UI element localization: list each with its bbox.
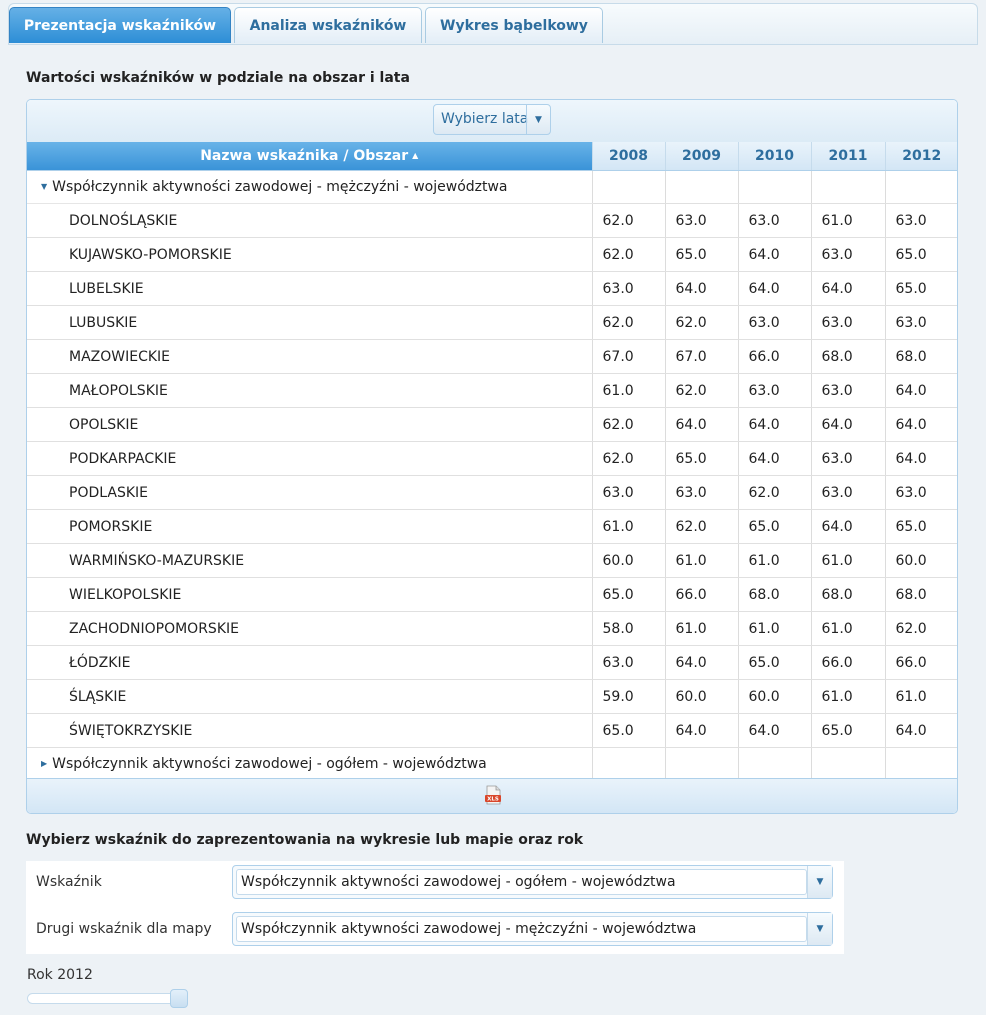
value-cell: 60.0 (738, 680, 811, 714)
second-indicator-select-value: Współczynnik aktywności zawodowej - mężczyźni - województwa (236, 916, 807, 942)
value-cell: 61.0 (811, 544, 885, 578)
table-row[interactable] (27, 238, 958, 272)
region-name: ZACHODNIOPOMORSKIE (27, 612, 592, 646)
value-cell: 64.0 (738, 272, 811, 306)
table-row[interactable] (27, 646, 958, 680)
selection-title: Wybierz wskaźnik do zaprezentowania na wykresie lub mapie oraz rok (26, 832, 584, 848)
table-row[interactable] (27, 544, 958, 578)
region-name: MAŁOPOLSKIE (27, 374, 592, 408)
chevron-down-icon[interactable]: ▼ (807, 866, 832, 898)
value-cell: 60.0 (665, 680, 738, 714)
value-cell: 62.0 (665, 306, 738, 340)
value-cell: 64.0 (738, 442, 811, 476)
svg-text:XLS: XLS (487, 796, 499, 803)
column-header-year[interactable]: 2009 (665, 142, 738, 171)
region-name: ŚWIĘTOKRZYSKIE (27, 714, 592, 748)
value-cell: 61.0 (811, 204, 885, 238)
value-cell: 63.0 (592, 646, 665, 680)
value-cell: 66.0 (885, 646, 958, 680)
value-cell: 63.0 (738, 204, 811, 238)
value-cell: 61.0 (738, 612, 811, 646)
region-name: WARMIŃSKO-MAZURSKIE (27, 544, 592, 578)
region-name: PODLASKIE (27, 476, 592, 510)
value-cell: 64.0 (811, 510, 885, 544)
indicator-grid (26, 99, 958, 814)
value-cell: 65.0 (665, 442, 738, 476)
value-cell: 61.0 (811, 612, 885, 646)
table-row[interactable] (27, 578, 958, 612)
region-name: WIELKOPOLSKIE (27, 578, 592, 612)
table-row[interactable] (27, 680, 958, 714)
value-cell: 63.0 (811, 306, 885, 340)
table-row[interactable] (27, 374, 958, 408)
table-row[interactable] (27, 476, 958, 510)
value-cell: 62.0 (592, 408, 665, 442)
table-row[interactable] (27, 714, 958, 748)
year-slider-handle[interactable] (170, 989, 188, 1008)
chevron-down-icon[interactable]: ▼ (807, 913, 832, 945)
table-row[interactable] (27, 204, 958, 238)
value-cell: 64.0 (885, 714, 958, 748)
grid-toolbar (27, 100, 957, 142)
value-cell: 59.0 (592, 680, 665, 714)
chevron-down-icon[interactable]: ▼ (526, 105, 550, 134)
value-cell: 67.0 (592, 340, 665, 374)
value-cell: 65.0 (665, 238, 738, 272)
value-cell: 68.0 (811, 340, 885, 374)
value-cell: 64.0 (885, 442, 958, 476)
year-slider-track[interactable] (27, 993, 183, 1004)
section-title: Wartości wskaźników w podziale na obszar i lata (26, 70, 410, 86)
region-name: LUBUSKIE (27, 306, 592, 340)
value-cell: 66.0 (665, 578, 738, 612)
tab-analiza[interactable]: Analiza wskaźników (234, 7, 422, 43)
table-row[interactable] (27, 272, 958, 306)
second-indicator-label: Drugi wskaźnik dla mapy (36, 921, 212, 937)
value-cell: 62.0 (592, 238, 665, 272)
value-cell: 65.0 (885, 238, 958, 272)
table-row[interactable] (27, 612, 958, 646)
select-years-label: Wybierz lata (441, 111, 529, 127)
region-name: MAZOWIECKIE (27, 340, 592, 374)
value-cell: 68.0 (738, 578, 811, 612)
second-indicator-select[interactable] (232, 912, 833, 946)
group-label: Współczynnik aktywności zawodowej - ogółem - województwa (52, 756, 487, 772)
column-header-year[interactable]: 2011 (811, 142, 885, 171)
value-cell: 63.0 (592, 476, 665, 510)
value-cell: 62.0 (885, 612, 958, 646)
tab-wykres-babelkowy[interactable]: Wykres bąbelkowy (425, 7, 603, 43)
value-cell: 60.0 (592, 544, 665, 578)
group-row-expanded[interactable] (27, 171, 958, 204)
value-cell: 60.0 (885, 544, 958, 578)
value-cell: 62.0 (665, 374, 738, 408)
value-cell: 61.0 (665, 544, 738, 578)
indicator-form (26, 861, 844, 954)
table-row[interactable] (27, 442, 958, 476)
value-cell: 64.0 (665, 272, 738, 306)
value-cell: 68.0 (885, 340, 958, 374)
value-cell: 63.0 (811, 442, 885, 476)
region-name: PODKARPACKIE (27, 442, 592, 476)
sort-asc-icon: ▲ (412, 151, 419, 160)
table-row[interactable] (27, 408, 958, 442)
value-cell: 65.0 (811, 714, 885, 748)
value-cell: 63.0 (738, 374, 811, 408)
value-cell: 61.0 (592, 374, 665, 408)
column-header-name-label: Nazwa wskaźnika / Obszar (200, 148, 409, 164)
region-name: POMORSKIE (27, 510, 592, 544)
value-cell: 62.0 (738, 476, 811, 510)
table-row[interactable] (27, 340, 958, 374)
indicator-select-value: Współczynnik aktywności zawodowej - ogółem - województwa (236, 869, 807, 895)
column-header-name[interactable] (27, 142, 592, 171)
region-name: KUJAWSKO-POMORSKIE (27, 238, 592, 272)
group-label: Współczynnik aktywności zawodowej - mężczyźni - województwa (52, 179, 508, 195)
value-cell: 61.0 (592, 510, 665, 544)
value-cell: 61.0 (811, 680, 885, 714)
value-cell: 62.0 (592, 306, 665, 340)
value-cell: 64.0 (811, 272, 885, 306)
table-header-row (27, 142, 958, 171)
value-cell: 58.0 (592, 612, 665, 646)
value-cell: 63.0 (811, 238, 885, 272)
value-cell: 65.0 (885, 272, 958, 306)
indicator-label: Wskaźnik (36, 874, 102, 890)
grid-footer (27, 778, 957, 813)
value-cell: 66.0 (811, 646, 885, 680)
value-cell: 61.0 (885, 680, 958, 714)
value-cell: 65.0 (738, 646, 811, 680)
region-name: OPOLSKIE (27, 408, 592, 442)
region-name: ŁÓDZKIE (27, 646, 592, 680)
value-cell: 64.0 (811, 408, 885, 442)
value-cell: 63.0 (811, 476, 885, 510)
caret-down-icon[interactable]: ▼ (41, 182, 48, 191)
region-name: DOLNOŚLĄSKIE (27, 204, 592, 238)
value-cell: 68.0 (811, 578, 885, 612)
value-cell: 64.0 (738, 238, 811, 272)
indicator-select[interactable] (232, 865, 833, 899)
value-cell: 64.0 (885, 374, 958, 408)
value-cell: 66.0 (738, 340, 811, 374)
value-cell: 62.0 (592, 442, 665, 476)
column-header-year[interactable]: 2010 (738, 142, 811, 171)
value-cell: 64.0 (885, 408, 958, 442)
value-cell: 65.0 (738, 510, 811, 544)
value-cell: 63.0 (738, 306, 811, 340)
tab-prezentacja[interactable]: Prezentacja wskaźników (9, 7, 231, 43)
value-cell: 64.0 (738, 714, 811, 748)
caret-right-icon[interactable]: ▶ (41, 759, 48, 768)
region-name: ŚLĄSKIE (27, 680, 592, 714)
value-cell: 65.0 (592, 578, 665, 612)
table-row[interactable] (27, 306, 958, 340)
table-row[interactable] (27, 510, 958, 544)
value-cell: 63.0 (885, 204, 958, 238)
value-cell: 61.0 (738, 544, 811, 578)
value-cell: 64.0 (665, 714, 738, 748)
value-cell: 63.0 (885, 476, 958, 510)
year-slider-label: Rok 2012 (27, 967, 93, 983)
value-cell: 61.0 (665, 612, 738, 646)
value-cell: 63.0 (811, 374, 885, 408)
data-table (27, 142, 958, 781)
value-cell: 68.0 (885, 578, 958, 612)
xls-file-icon[interactable] (483, 785, 503, 805)
select-years-button[interactable] (433, 104, 551, 135)
value-cell: 63.0 (885, 306, 958, 340)
value-cell: 65.0 (885, 510, 958, 544)
value-cell: 64.0 (738, 408, 811, 442)
value-cell: 64.0 (665, 408, 738, 442)
value-cell: 67.0 (665, 340, 738, 374)
region-name: LUBELSKIE (27, 272, 592, 306)
value-cell: 63.0 (665, 476, 738, 510)
value-cell: 63.0 (665, 204, 738, 238)
value-cell: 62.0 (665, 510, 738, 544)
value-cell: 63.0 (592, 272, 665, 306)
group-row-collapsed[interactable] (27, 748, 958, 781)
column-header-year[interactable]: 2012 (885, 142, 958, 171)
value-cell: 62.0 (592, 204, 665, 238)
value-cell: 65.0 (592, 714, 665, 748)
value-cell: 64.0 (665, 646, 738, 680)
column-header-year[interactable]: 2008 (592, 142, 665, 171)
